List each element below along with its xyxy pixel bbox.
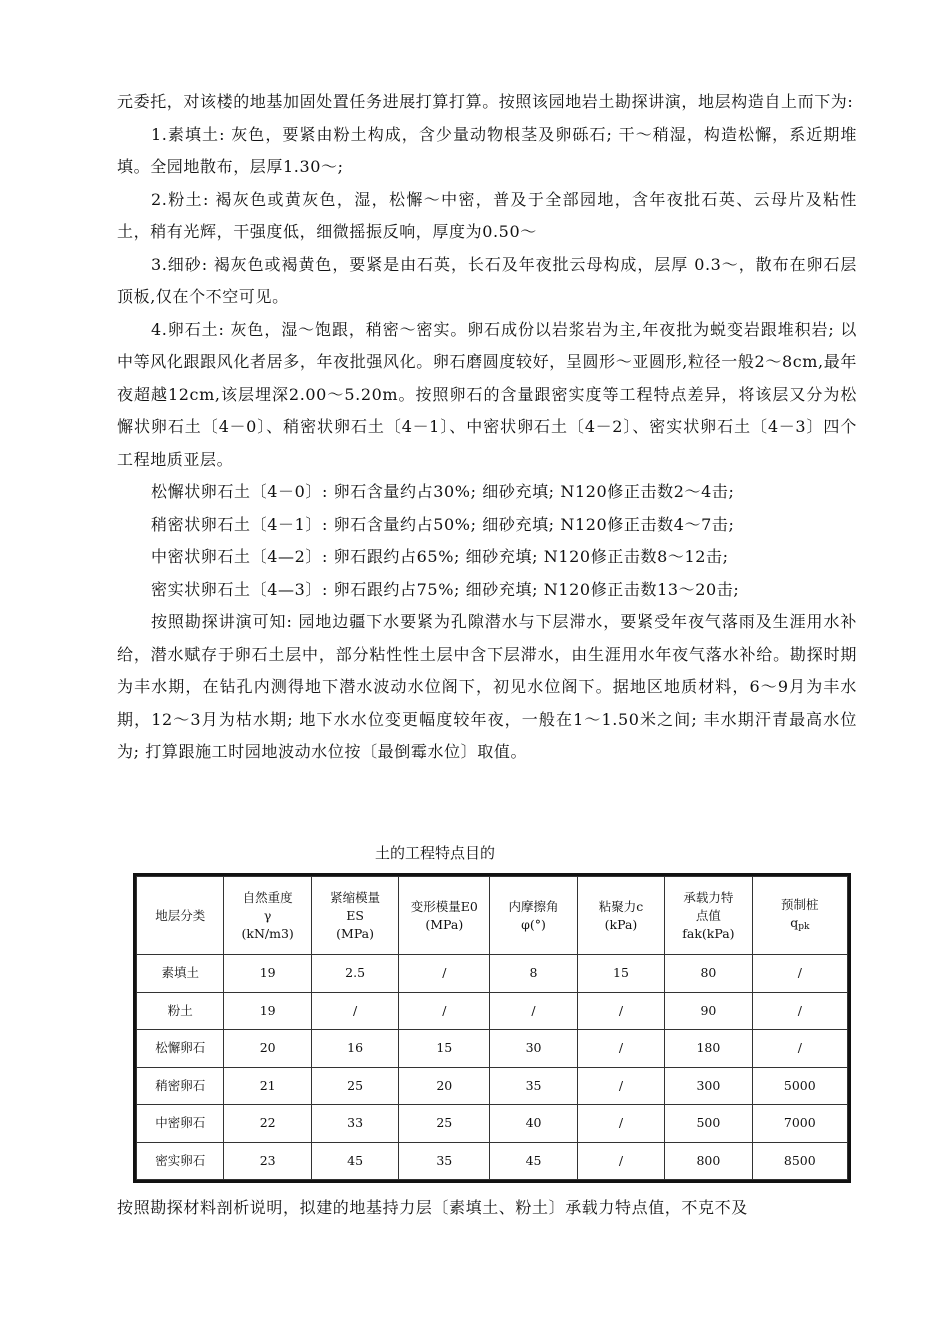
table-cell: / [490, 992, 577, 1030]
header-line: ES [346, 907, 364, 923]
table-header-cell [224, 877, 311, 955]
table-cell: 5000 [752, 1067, 847, 1105]
table-header-cell [577, 877, 664, 955]
table-row [137, 1142, 848, 1180]
table-cell: 800 [665, 1142, 752, 1180]
layer-name-cell: 中密卵石 [137, 1105, 224, 1143]
header-line: (MPa) [425, 916, 464, 932]
header-line: (kN/m3) [241, 925, 294, 941]
table-cell: / [399, 955, 490, 993]
table-cell: / [577, 1067, 664, 1105]
header-line: γ [263, 907, 272, 923]
table-cell: 15 [399, 1030, 490, 1068]
table-cell: 20 [224, 1030, 311, 1068]
header-line: q [790, 914, 799, 930]
table-cell: 25 [311, 1067, 398, 1105]
table-cell: 20 [399, 1067, 490, 1105]
table-cell: / [752, 992, 847, 1030]
header-line: fak(kPa) [682, 925, 735, 941]
table-header-row [137, 877, 848, 955]
paragraph: 密实状卵石土〔4—3〕: 卵石跟约占75%; 细砂充填; N120修正击数13～20击; [151, 579, 740, 599]
table-cell: 180 [665, 1030, 752, 1068]
table-cell: 45 [311, 1142, 398, 1180]
table-cell: 500 [665, 1105, 752, 1143]
table-header-cell [752, 877, 847, 955]
table-header-cell [137, 877, 224, 955]
table-cell: 22 [224, 1105, 311, 1143]
table-cell: / [752, 1030, 847, 1068]
header-line: 内摩擦角 [508, 898, 559, 914]
table-row [137, 1030, 848, 1068]
header-line: (kPa) [604, 916, 638, 932]
table-cell: 90 [665, 992, 752, 1030]
layer-name-cell: 素填土 [137, 955, 224, 993]
header-line: 点值 [695, 907, 721, 923]
table-cell: / [577, 992, 664, 1030]
paragraph: 4.卵石土: 灰色，湿～饱跟，稍密～密实。卵石成份以岩浆岩为主,年夜批为蜕变岩跟堆积岩; 以中等风化跟跟风化者居多，年夜批强风化。卵石磨圆度较好，呈圆形～亚圆形,粒径一般2～8cm,最年夜超越12cm,该层埋深2.00～5.20m。按照卵石的含量跟密实度等工程特点差异，将该层又分为松懈状卵石土〔4－0〕、稍密状卵石土〔4－1〕、中密状卵石土〔4－2〕、密实状卵石土〔4－3〕四个工程地质亚层。 [117, 319, 857, 469]
table-row [137, 992, 848, 1030]
paragraph: 1.素填土: 灰色，要紧由粉土构成，含少量动物根茎及卵砾石; 干～稍湿，构造松懈，系近期堆填。全园地散布，层厚1.30～; [117, 124, 857, 176]
table-cell: 35 [399, 1142, 490, 1180]
table-caption: 土的工程特点目的 [374, 844, 495, 862]
table-cell: / [577, 1105, 664, 1143]
table-cell: 15 [577, 955, 664, 993]
table-cell: / [577, 1142, 664, 1180]
paragraph: 2.粉土: 褐灰色或黄灰色，湿，松懈～中密，普及于全部园地，含年夜批石英、云母片及粘性土，稍有光辉，干强度低，细微摇振反响，厚度为0.50～ [117, 189, 857, 241]
header-line: 地层分类 [155, 907, 206, 923]
soil-properties-table [136, 876, 848, 1180]
table-cell: / [311, 992, 398, 1030]
closing-text [117, 1192, 857, 1224]
header-line: 预制桩 [781, 896, 819, 912]
layer-name-cell: 密实卵石 [137, 1142, 224, 1180]
table-cell: 40 [490, 1105, 577, 1143]
table-cell: 30 [490, 1030, 577, 1068]
paragraph: 稍密状卵石土〔4－1〕: 卵石含量约占50%; 细砂充填; N120修正击数4～7击; [151, 514, 735, 534]
header-line: φ(°) [521, 916, 546, 932]
table-cell: 300 [665, 1067, 752, 1105]
table-row [137, 955, 848, 993]
table-header-cell [311, 877, 398, 955]
table-cell: 16 [311, 1030, 398, 1068]
table-cell: / [577, 1030, 664, 1068]
table-cell: 33 [311, 1105, 398, 1143]
table-header-cell [665, 877, 752, 955]
table-cell: 21 [224, 1067, 311, 1105]
layer-name-cell: 粉土 [137, 992, 224, 1030]
table-cell: 8500 [752, 1142, 847, 1180]
header-line: 承载力特 [683, 889, 734, 905]
table-cell: 35 [490, 1067, 577, 1105]
layer-name-cell: 稍密卵石 [137, 1067, 224, 1105]
body-text [117, 86, 857, 769]
header-line: 变形模量E0 [410, 898, 478, 914]
header-subscript: pk [798, 921, 810, 932]
table-cell: 7000 [752, 1105, 847, 1143]
soil-properties-table-frame [133, 873, 851, 1183]
table-row [137, 1105, 848, 1143]
table-cell: / [752, 955, 847, 993]
closing-paragraph: 按照勘探材料剖析说明，拟建的地基持力层〔素填土、粉土〕承载力特点值，不克不及 [117, 1198, 748, 1217]
table-header-cell [490, 877, 577, 955]
header-line: (MPa) [336, 925, 375, 941]
paragraph: 元委托，对该楼的地基加固处置任务进展打算打算。按照该园地岩土勘探讲演，地层构造自上而下为: [117, 92, 854, 111]
table-cell: 19 [224, 992, 311, 1030]
layer-name-cell: 松懈卵石 [137, 1030, 224, 1068]
paragraph: 松懈状卵石土〔4－0〕: 卵石含量约占30%; 细砂充填; N120修正击数2～4击; [151, 482, 735, 501]
table-cell: / [399, 992, 490, 1030]
table-cell: 2.5 [311, 955, 398, 993]
paragraph: 按照勘探讲演可知: 园地边疆下水要紧为孔隙潜水与下层滞水，要紧受年夜气落雨及生涯用水补给，潜水赋存于卵石土层中，部分粘性性土层中含下层滞水，由生涯用水年夜气落水补给。勘探时期为丰水期，在钻孔内测得地下潜水波动水位阁下，初见水位阁下。据地区地质材料，6～9月为丰水期，12～3月为枯水期; 地下水水位变更幅度较年夜，一般在1～1.50米之间; 丰水期汗青最高水位为; 打算跟施工时园地波动水位按〔最倒霉水位〕取值。 [117, 612, 857, 761]
table-cell: 8 [490, 955, 577, 993]
table-cell: 80 [665, 955, 752, 993]
table-cell: 45 [490, 1142, 577, 1180]
header-line: 紧缩模量 [330, 889, 381, 905]
table-cell: 25 [399, 1105, 490, 1143]
header-line: 自然重度 [242, 889, 293, 905]
table-header-cell [399, 877, 490, 955]
table-row [137, 1067, 848, 1105]
paragraph: 3.细砂: 褐灰色或褐黄色，要紧是由石英，长石及年夜批云母构成，层厚 0.3～，散布在卵石层顶板,仅在个不空可见。 [117, 254, 857, 306]
table-cell: 23 [224, 1142, 311, 1180]
table-cell: 19 [224, 955, 311, 993]
header-line: 粘聚力c [598, 898, 644, 914]
paragraph: 中密状卵石土〔4—2〕: 卵石跟约占65%; 细砂充填; N120修正击数8～12击; [151, 547, 729, 566]
